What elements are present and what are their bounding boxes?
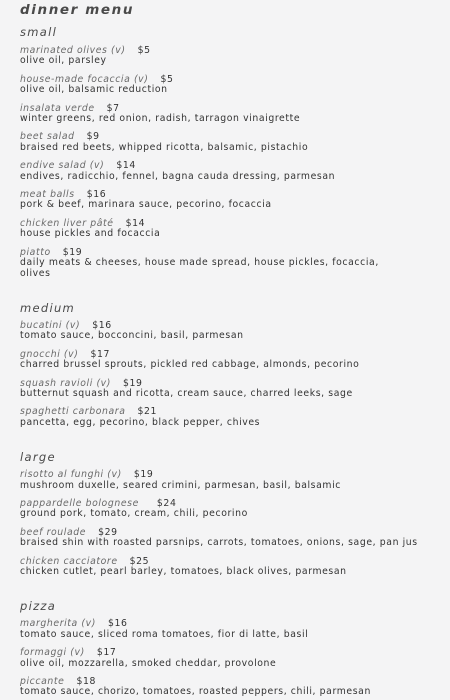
item-price: $16 <box>107 618 128 630</box>
item-name: meat balls <box>20 189 75 201</box>
item-price: $16 <box>86 189 107 201</box>
item-description: braised shin with roasted parsnips, carrots, tomatoes, onions, sage, pan jus <box>20 537 418 549</box>
menu-title: dinner menu <box>20 2 135 18</box>
item-description: olive oil, balsamic reduction <box>20 84 168 96</box>
section-title: small <box>20 25 58 39</box>
item-name: endive salad (v) <box>20 160 105 172</box>
item-name: margherita (v) <box>20 618 96 630</box>
menu-item <box>20 190 440 211</box>
item-description: charred brussel sprouts, pickled red cabbage, almonds, pecorino <box>20 359 360 371</box>
item-name: beef roulade <box>20 526 87 538</box>
menu-item <box>20 619 440 640</box>
item-price: $14 <box>116 160 136 172</box>
item-description: daily meats & cheeses, house made spread, house pickles, focaccia, olives <box>20 257 379 279</box>
menu-item <box>20 350 440 371</box>
menu-item <box>20 321 440 342</box>
menu-item <box>20 161 440 182</box>
menu-item <box>20 104 440 125</box>
item-price: $7 <box>106 102 120 114</box>
item-description: olive oil, parsley <box>20 55 107 67</box>
item-price: $5 <box>137 45 151 56</box>
item-name: piatto <box>20 246 51 258</box>
item-price: $19 <box>133 469 154 481</box>
item-name: house-made focaccia (v) <box>20 73 149 85</box>
item-name: squash ravioli (v) <box>20 377 111 389</box>
item-name: chicken liver pâté <box>20 217 114 229</box>
menu-item <box>20 677 440 698</box>
menu-item <box>20 132 440 153</box>
item-price: $18 <box>76 676 97 688</box>
item-description: tomato sauce, chorizo, tomatoes, roasted peppers, chili, parmesan <box>20 686 371 698</box>
item-name: piccante <box>20 676 65 688</box>
section-title: large <box>20 450 56 465</box>
item-name: bucatini (v) <box>20 319 81 331</box>
section-pizza <box>20 599 440 697</box>
section-title: pizza <box>20 599 57 614</box>
item-name: chicken cacciatore <box>20 555 118 567</box>
item-name: formaggi (v) <box>20 647 85 659</box>
item-description: tomato sauce, bocconcini, basil, parmesan <box>20 330 244 342</box>
item-description: pancetta, egg, pecorino, black pepper, chives <box>20 416 261 428</box>
menu-item <box>20 248 440 279</box>
item-name: insalata verde <box>20 102 95 114</box>
item-name: pappardelle bolognese <box>20 497 139 509</box>
item-price: $25 <box>129 555 150 567</box>
menu-item <box>20 407 440 428</box>
item-description: olive oil, mozzarella, smoked cheddar, provolone <box>20 657 277 669</box>
menu-item <box>20 46 440 67</box>
item-description: mushroom duxelle, seared crimini, parmesan, basil, balsamic <box>20 479 341 491</box>
menu-item <box>20 75 440 96</box>
item-description: pork & beef, marinara sauce, pecorino, focaccia <box>20 199 272 211</box>
section-medium <box>20 301 440 428</box>
menu-item <box>20 648 440 669</box>
item-description: endives, radicchio, fennel, bagna cauda dressing, parmesan <box>20 170 336 182</box>
item-description: chicken cutlet, pearl barley, tomatoes, black olives, parmesan <box>20 566 347 577</box>
menu-item <box>20 470 440 491</box>
item-description: winter greens, red onion, radish, tarragon vinaigrette <box>20 113 301 125</box>
item-description: braised red beets, whipped ricotta, balsamic, pistachio <box>20 141 309 153</box>
item-price: $19 <box>62 246 83 258</box>
item-description: house pickles and focaccia <box>20 228 161 240</box>
menu-item <box>20 219 440 240</box>
item-price: $14 <box>125 217 146 229</box>
item-name: marinated olives (v) <box>20 45 126 56</box>
section-small <box>20 25 440 279</box>
item-price: $9 <box>86 131 100 143</box>
item-price: $17 <box>90 348 111 360</box>
item-description: butternut squash and ricotta, cream sauce, charred leeks, sage <box>20 387 353 399</box>
item-price: $29 <box>98 526 118 538</box>
section-large <box>20 450 440 577</box>
item-description: tomato sauce, sliced roma tomatoes, fior di latte, basil <box>20 628 309 640</box>
menu-item <box>20 557 440 578</box>
item-price: $21 <box>137 406 158 418</box>
section-title: medium <box>20 300 76 315</box>
item-name: risotto al funghi (v) <box>20 469 122 481</box>
menu-item <box>20 379 440 400</box>
item-name: spaghetti carbonara <box>20 406 126 418</box>
item-name: beet salad <box>20 131 75 143</box>
item-price: $16 <box>92 319 112 331</box>
menu-item <box>20 499 440 520</box>
item-price: $17 <box>96 647 117 659</box>
item-price: $24 <box>156 497 177 509</box>
menu-item <box>20 528 440 549</box>
item-name: gnocchi (v) <box>20 348 79 360</box>
item-description: ground pork, tomato, cream, chili, pecorino <box>20 508 248 520</box>
item-price: $19 <box>123 377 143 389</box>
item-price: $5 <box>160 73 174 85</box>
